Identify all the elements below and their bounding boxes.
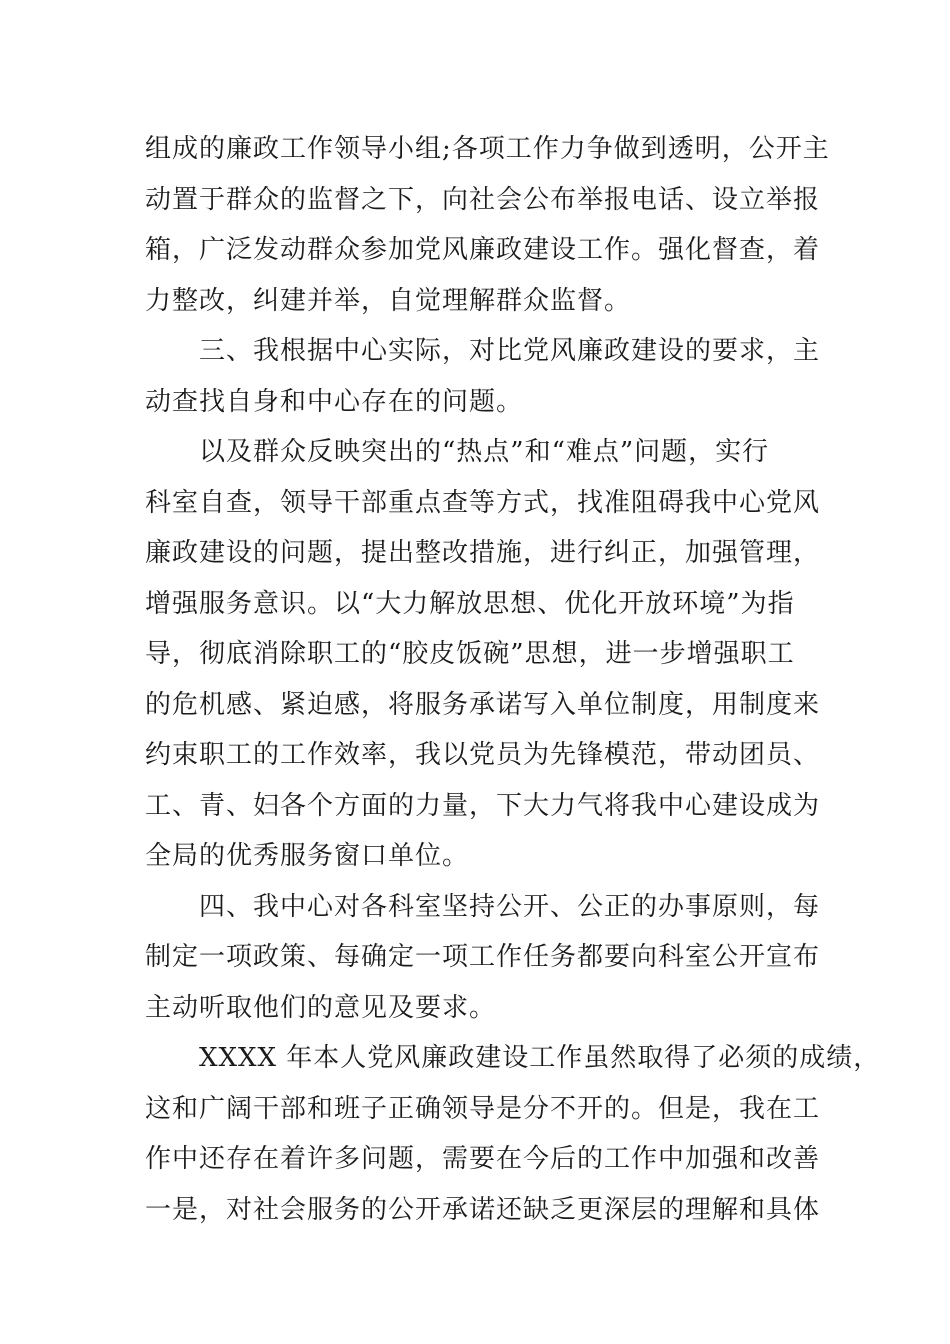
text-line: 制定一项政策、每确定一项工作任务都要向科室公开宣布 — [145, 942, 821, 972]
text-line: 的危机感、紧迫感，将服务承诺写入单位制度，用制度来 — [145, 689, 821, 720]
document-body — [145, 124, 881, 1235]
text-line: 工、青、妇各个方面的力量，下大力气将我中心建设成为 — [145, 790, 821, 821]
text-line: 这和广阔干部和班子正确领导是分不开的。但是，我在工 — [145, 1093, 821, 1124]
text-line: 主动听取他们的意见及要求。 — [145, 992, 497, 1023]
paragraph-start-line: 以及群众反映突出的“热点”和“难点”问题，实行 — [199, 437, 770, 467]
text-line: 增强服务意识。以“大力解放思想、优化开放环境”为指 — [145, 588, 795, 619]
text-line: 箱，广泛发动群众参加党风廉政建设工作。强化督查，着 — [145, 235, 821, 265]
text-line: 组成的廉政工作领导小组;各项工作力争做到透明，公开主 — [145, 134, 830, 164]
text-line: 导，彻底消除职工的“胶皮饭碗”思想，进一步增强职工 — [145, 639, 795, 669]
text-line: 动置于群众的监督之下，向社会公布举报电话、设立举报 — [145, 184, 821, 215]
paragraph-start-line: 四、我中心对各科室坚持公开、公正的办事原则，每 — [199, 891, 821, 922]
text-line: 一是，对社会服务的公开承诺还缺乏更深层的理解和具体 — [145, 1194, 821, 1225]
text-line: 力整改，纠建并举，自觉理解群众监督。 — [145, 285, 632, 316]
paragraph-start-line: XXXX 年本人党风廉政建设工作虽然取得了必须的成绩， — [199, 1043, 881, 1073]
text-line: 动查找自身和中心存在的问题。 — [145, 386, 524, 417]
text-line: 约束职工的工作效率，我以党员为先锋模范，带动团员、 — [145, 740, 821, 770]
text-line: 作中还存在着许多问题，需要在今后的工作中加强和改善 — [145, 1144, 821, 1174]
text-line: 全局的优秀服务窗口单位。 — [145, 841, 470, 871]
text-line: 科室自查，领导干部重点查等方式，找准阻碍我中心党风 — [145, 487, 821, 518]
paragraph-start-line: 三、我根据中心实际，对比党风廉政建设的要求，主 — [199, 336, 821, 366]
text-line: 廉政建设的问题，提出整改措施，进行纠正，加强管理， — [145, 538, 821, 568]
